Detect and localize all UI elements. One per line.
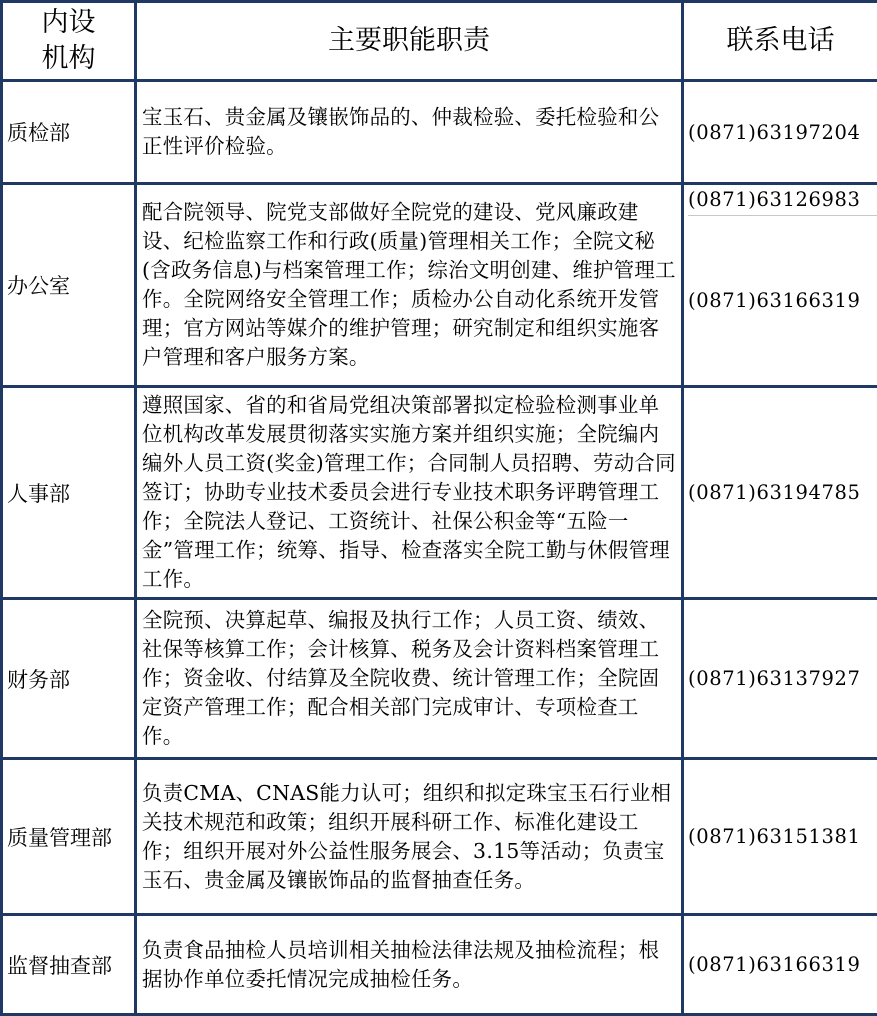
unit-cell: 监督抽查部 (2, 915, 136, 1015)
phone-cell: (0871)63137927 (683, 599, 877, 759)
phone-split (688, 185, 877, 385)
header-phone: 联系电话 (683, 2, 877, 81)
phone-cell: (0871)63194785 (683, 387, 877, 599)
table-row (2, 599, 877, 759)
duty-cell: 全院预、决算起草、编报及执行工作；人员工资、绩效、社保等核算工作；会计核算、税务及会计资料档案管理工作；资金收、付结算及全院收费、统计管理工作；全院固定资产管理工作；配合相关部门完成审计、专项检查工作。 (136, 599, 683, 759)
header-unit-line1: 内设 (3, 5, 134, 41)
phone-cell: (0871)63166319 (683, 915, 877, 1015)
unit-cell: 质检部 (2, 81, 136, 184)
duty-cell: 负责食品抽检人员培训相关抽检法律法规及抽检流程；根据协作单位委托情况完成抽检任务。 (136, 915, 683, 1015)
table-row (2, 759, 877, 915)
phone-cell: (0871)63151381 (683, 759, 877, 915)
unit-cell: 财务部 (2, 599, 136, 759)
header-unit (2, 2, 136, 81)
header-unit-line2: 机构 (3, 41, 134, 77)
phone-number-2-text: (0871)63166319 (688, 289, 861, 312)
header-row (2, 2, 877, 81)
table-row (2, 387, 877, 599)
unit-cell: 人事部 (2, 387, 136, 599)
phone-number-1: (0871)63126983 (688, 185, 877, 216)
table-row (2, 81, 877, 184)
duty-cell: 负责CMA、CNAS能力认可；组织和拟定珠宝玉石行业相关技术规范和政策；组织开展科研工作、标准化建设工作；组织开展对外公益性服务展会、3.15等活动；负责宝玉石、贵金属及镶嵌饰品的监督抽查任务。 (136, 759, 683, 915)
unit-cell: 办公室 (2, 184, 136, 387)
table-row (2, 184, 877, 387)
duty-cell: 遵照国家、省的和省局党组决策部署拟定检验检测事业单位机构改革发展贯彻落实实施方案并组织实施；全院编内编外人员工资(奖金)管理工作；合同制人员招聘、劳动合同签订；协助专业技术委员会进行专业技术职务评聘管理工作；全院法人登记、工资统计、社保公积金等“五险一金”管理工作；统筹、指导、检查落实全院工勤与休假管理工作。 (136, 387, 683, 599)
duty-cell: 宝玉石、贵金属及镶嵌饰品的、仲裁检验、委托检验和公正性评价检验。 (136, 81, 683, 184)
table-row (2, 915, 877, 1015)
header-duty: 主要职能职责 (136, 2, 683, 81)
phone-number-2 (688, 216, 877, 385)
phone-cell: (0871)63197204 (683, 81, 877, 184)
duty-cell: 配合院领导、院党支部做好全院党的建设、党风廉政建设、纪检监察工作和行政(质量)管理相关工作；全院文秘(含政务信息)与档案管理工作；综治文明创建、维护管理工作。全院网络安全管理工作；质检办公自动化系统开发管理；官方网站等媒介的维护管理；研究制定和组织实施客户管理和客户服务方案。 (136, 184, 683, 387)
phone-cell (683, 184, 877, 387)
unit-cell: 质量管理部 (2, 759, 136, 915)
